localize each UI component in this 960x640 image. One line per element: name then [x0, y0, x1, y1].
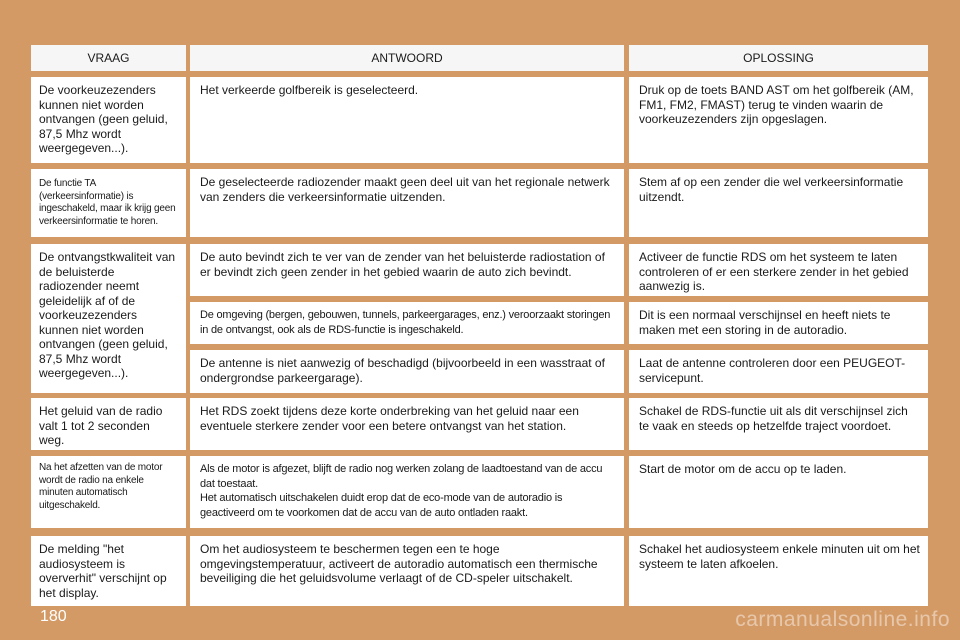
page-number: 180 — [40, 608, 67, 625]
solution-cell: Start de motor om de accu op te laden. — [629, 456, 928, 528]
answer-cell: De auto bevindt zich te ver van de zender van het beluisterde radiostation of er bevindt zich geen zender in het gebied waarin de auto zich bevindt. — [190, 244, 624, 296]
solution-cell: Stem af op een zender die wel verkeersinformatie uitzendt. — [629, 169, 928, 237]
question-cell: De functie TA (verkeersinformatie) is ingeschakeld, maar ik krijg geen verkeersinformatie te horen. — [31, 169, 186, 237]
answer-cell: De geselecteerde radiozender maakt geen deel uit van het regionale netwerk van zenders die verkeersinformatie uitzenden. — [190, 169, 624, 237]
solution-cell: Schakel de RDS-functie uit als dit verschijnsel zich te vaak en steeds op hetzelfde traject voordoet. — [629, 398, 928, 450]
header-question: VRAAG — [31, 45, 186, 71]
answer-cell: De omgeving (bergen, gebouwen, tunnels, parkeergarages, enz.) veroorzaakt storingen in de ontvangst, ook als de RDS-functie is ingeschakeld. — [190, 302, 624, 344]
solution-cell: Activeer de functie RDS om het systeem te laten controleren of er een sterkere zender in het gebied aanwezig is. — [629, 244, 928, 296]
header-solution: OPLOSSING — [629, 45, 928, 71]
question-cell: De melding "het audiosysteem is oververhit" verschijnt op het display. — [31, 536, 186, 606]
answer-cell: De antenne is niet aanwezig of beschadigd (bijvoorbeeld in een wasstraat of ondergrondse parkeergarage). — [190, 350, 624, 393]
question-cell: Na het afzetten van de motor wordt de radio na enkele minuten automatisch uitgeschakeld. — [31, 456, 186, 528]
answer-cell: Het verkeerde golfbereik is geselecteerd. — [190, 77, 624, 163]
watermark: carmanualsonline.info — [735, 608, 950, 631]
question-cell: Het geluid van de radio valt 1 tot 2 seconden weg. — [31, 398, 186, 450]
solution-cell: Druk op de toets BAND AST om het golfbereik (AM, FM1, FM2, FMAST) terug te vinden waarin de voorkeuzezenders zijn opgeslagen. — [629, 77, 928, 163]
solution-cell: Dit is een normaal verschijnsel en heeft niets te maken met een storing in de autoradio. — [629, 302, 928, 344]
solution-cell: Laat de antenne controleren door een PEUGEOT-servicepunt. — [629, 350, 928, 393]
solution-cell: Schakel het audiosysteem enkele minuten uit om het systeem te laten afkoelen. — [629, 536, 928, 606]
question-cell: De ontvangstkwaliteit van de beluisterde radiozender neemt geleidelijk af of de voorkeuzezenders kunnen niet worden ontvangen (geen geluid, 87,5 Mhz wordt weergegeven...). — [31, 244, 186, 393]
answer-cell: Om het audiosysteem te beschermen tegen een te hoge omgevingstemperatuur, activeert de autoradio automatisch een thermische beveiliging die het geluidsvolume verlaagt of de CD-speler uitschakelt. — [190, 536, 624, 606]
question-cell: De voorkeuzezenders kunnen niet worden ontvangen (geen geluid, 87,5 Mhz wordt weergegeven...). — [31, 77, 186, 163]
answer-cell: Als de motor is afgezet, blijft de radio nog werken zolang de laadtoestand van de accu dat toestaat. Het automatisch uitschakelen duidt erop dat de eco-mode van de autoradio is geactiveerd om te voorkomen dat de accu van de auto ontladen raakt. — [190, 456, 624, 528]
answer-cell: Het RDS zoekt tijdens deze korte onderbreking van het geluid naar een eventuele sterkere zender voor een betere ontvangst van het station. — [190, 398, 624, 450]
header-answer: ANTWOORD — [190, 45, 624, 71]
